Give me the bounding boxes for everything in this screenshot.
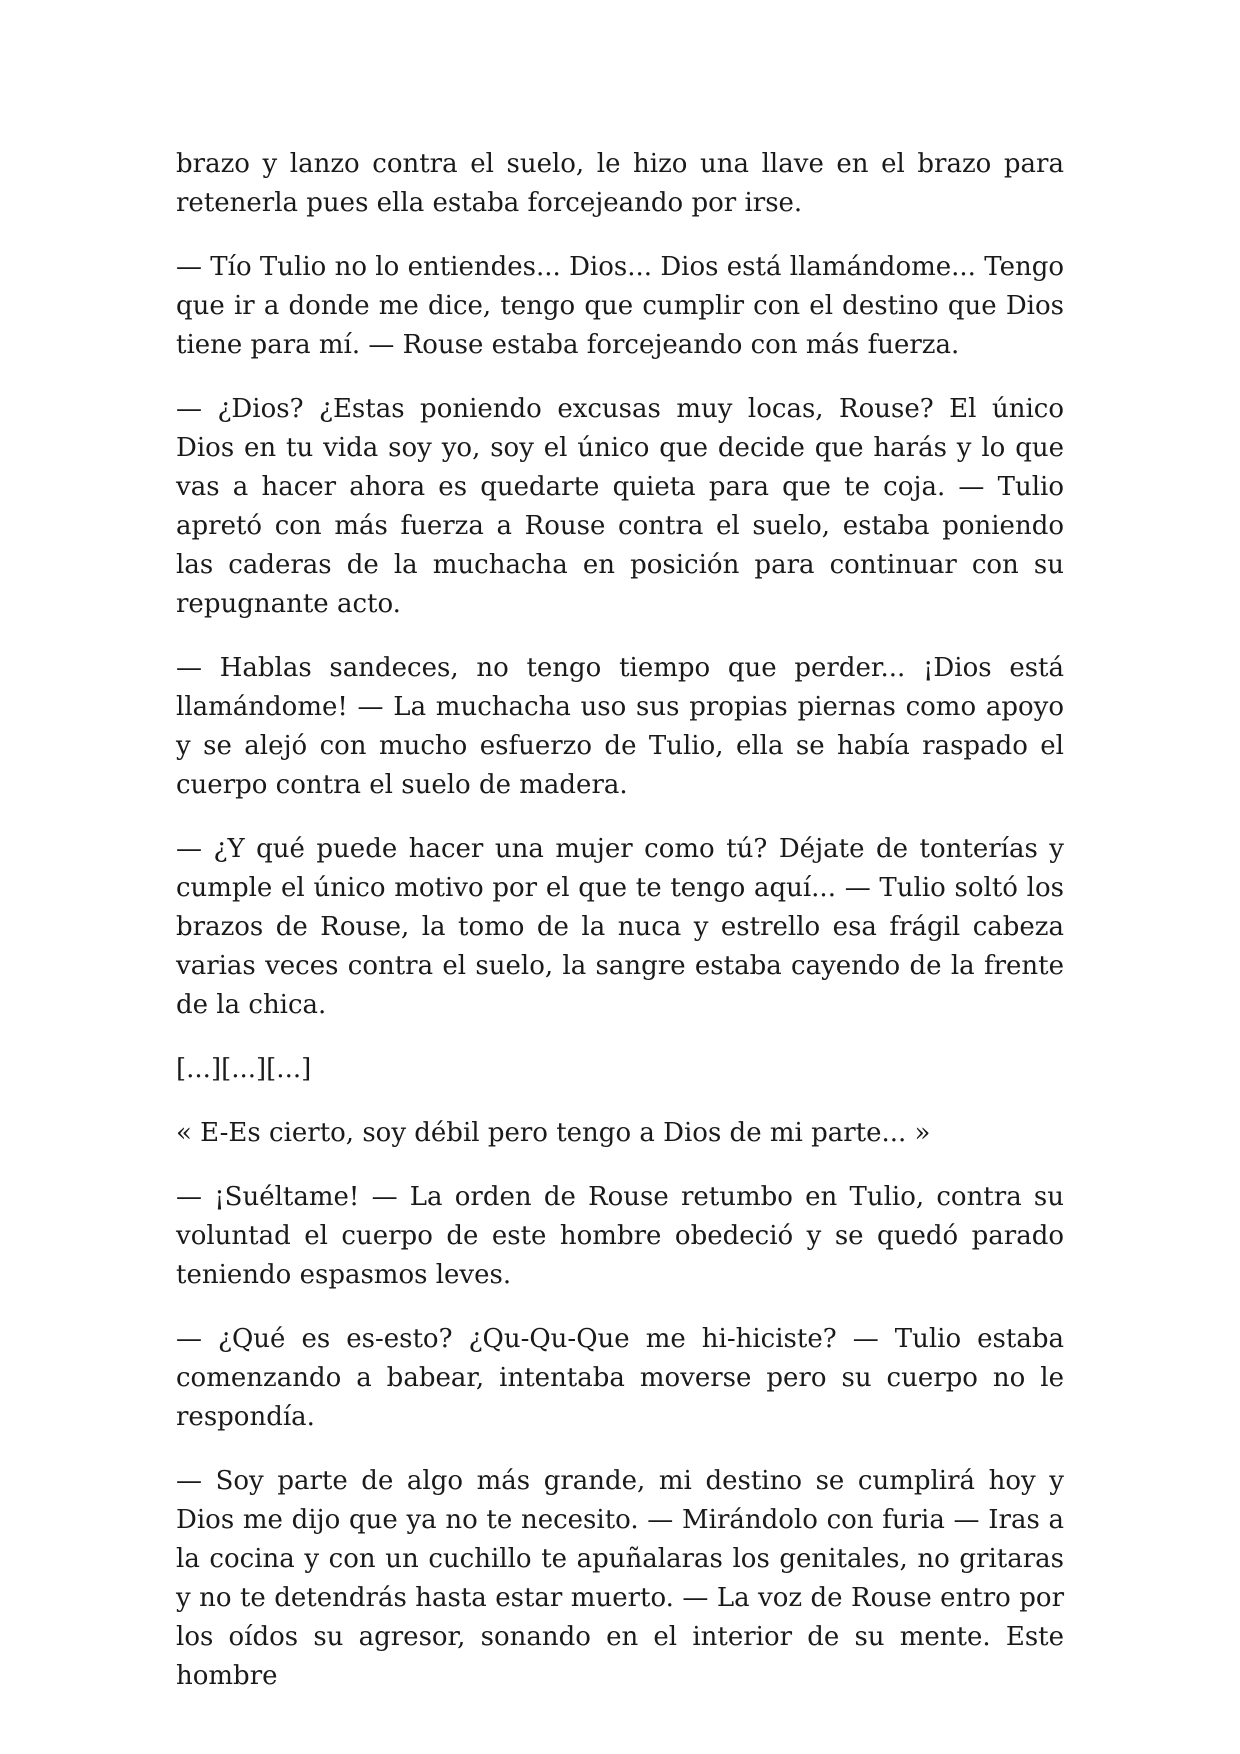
document-page (176, 145, 1064, 1696)
paragraph-2: — Tío Tulio no lo entiendes... Dios... Dios está llamándome... Tengo que ir a donde me dice, tengo que cumplir con el destino que Dios tiene para mí. — Rouse estaba forcejeando con más fuerza. (176, 252, 1064, 360)
paragraph-3: — ¿Dios? ¿Estas poniendo excusas muy locas, Rouse? El único Dios en tu vida soy yo, soy el único que decide que harás y lo que vas a hacer ahora es quedarte quieta para que te coja. — Tulio apretó con más fuerza a Rouse contra el suelo, estaba poniendo las caderas de la muchacha en posición para continuar con su repugnante acto. (176, 394, 1064, 619)
paragraph-4: — Hablas sandeces, no tengo tiempo que perder... ¡Dios está llamándome! — La muchacha uso sus propias piernas como apoyo y se alejó con mucho esfuerzo de Tulio, ella se había raspado el cuerpo contra el suelo de madera. (176, 653, 1064, 800)
paragraph-8: — ¡Suéltame! — La orden de Rouse retumbo en Tulio, contra su voluntad el cuerpo de este hombre obedeció y se quedó parado teniendo espasmos leves. (176, 1182, 1064, 1290)
paragraph-thought: « E-Es cierto, soy débil pero tengo a Dios de mi parte... » (176, 1118, 931, 1148)
scene-break: [...][...][...] (176, 1054, 312, 1084)
paragraph-10: — Soy parte de algo más grande, mi destino se cumplirá hoy y Dios me dijo que ya no te necesito. — Mirándolo con furia — Iras a la cocina y con un cuchillo te apuñalaras los genitales, no gritaras y no te detendrás hasta estar muerto. — La voz de Rouse entro por los oídos su agresor, sonando en el interior de su mente. Este hombre (176, 1466, 1064, 1691)
paragraph-1: brazo y lanzo contra el suelo, le hizo una llave en el brazo para retenerla pues ella estaba forcejeando por irse. (176, 149, 1064, 218)
paragraph-5: — ¿Y qué puede hacer una mujer como tú? Déjate de tonterías y cumple el único motivo por el que te tengo aquí... — Tulio soltó los brazos de Rouse, la tomo de la nuca y estrello esa frágil cabeza varias veces contra el suelo, la sangre estaba cayendo de la frente de la chica. (176, 834, 1064, 1020)
paragraph-9: — ¿Qué es es-esto? ¿Qu-Qu-Que me hi-hiciste? — Tulio estaba comenzando a babear, intentaba moverse pero su cuerpo no le respondía. (176, 1324, 1064, 1432)
